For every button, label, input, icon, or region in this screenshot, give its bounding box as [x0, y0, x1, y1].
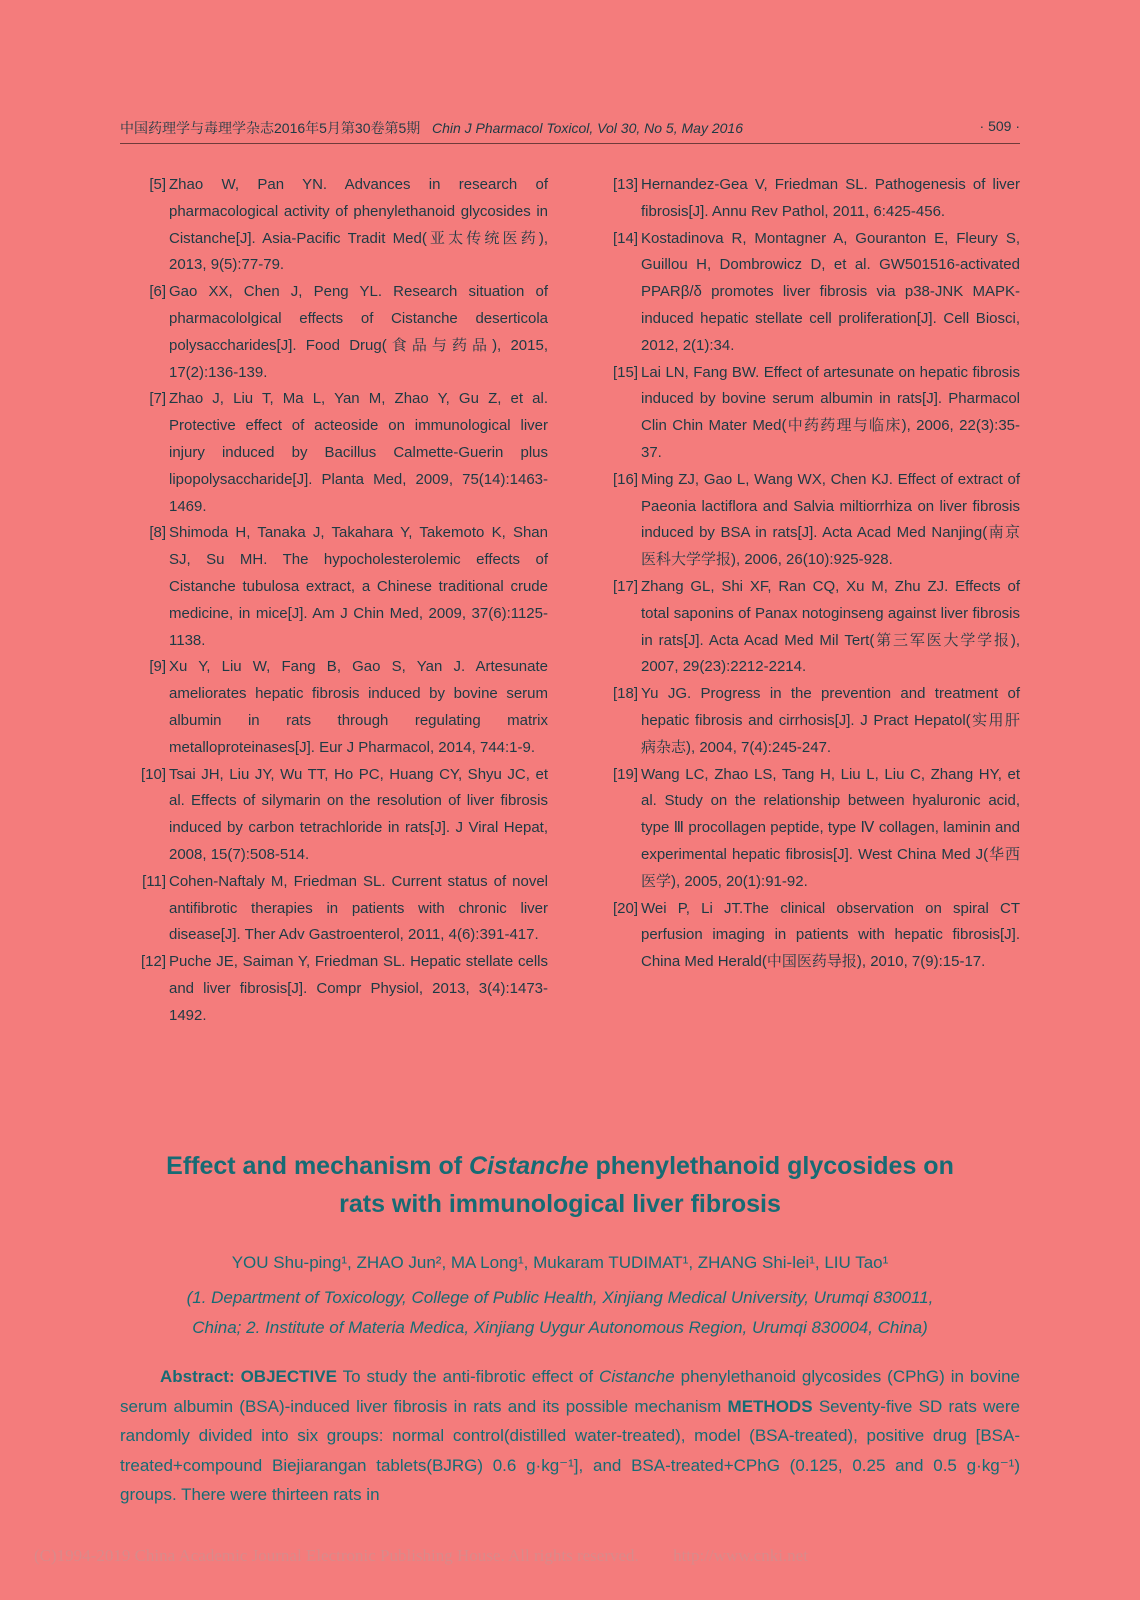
- reference-text: Shimoda H, Tanaka J, Takahara Y, Takemoto K, Shan SJ, Su MH. The hypocholesterolemic effects of Cistanche tubulosa extract, a Chinese traditional crude medicine, in mice[J]. Am J Chin Med, 2009, 37(6):1125-1138.: [169, 524, 548, 649]
- reference-number: [7]: [149, 390, 166, 408]
- reference-text: Zhao J, Liu T, Ma L, Yan M, Zhao Y, Gu Z, et al. Protective effect of acteoside on immunological liver injury induced by Bacillus Calmette-Guerin plus lipopolysaccharide[J]. Planta Med, 2009, 75(14):1463-1469.: [169, 390, 548, 515]
- reference-number: [6]: [149, 283, 166, 301]
- abstract: [120, 1362, 1020, 1510]
- objective-species: Cistanche: [599, 1367, 675, 1386]
- title-part-1: Effect and mechanism of: [166, 1152, 463, 1180]
- page-number: · 509 ·: [979, 118, 1020, 134]
- references-left-column: [116, 172, 548, 1030]
- reference-text: Puche JE, Saiman Y, Friedman SL. Hepatic stellate cells and liver fibrosis[J]. Compr Physiol, 2013, 3(4):1473-1492.: [169, 953, 548, 1024]
- reference-text: Xu Y, Liu W, Fang B, Gao S, Yan J. Artesunate ameliorates hepatic fibrosis induced by bovine serum albumin in rats through regulating matrix metalloproteinases[J]. Eur J Pharmacol, 2014, 744:1-9.: [169, 658, 548, 756]
- reference-text: Kostadinova R, Montagner A, Gouranton E, Fleury S, Guillou H, Dombrowicz D, et al. GW501516-activated PPARβ/δ promotes liver fibrosis via p38-JNK MAPK-induced hepatic stellate cell proliferation[J]. Cell Biosci, 2012, 2(1):34.: [641, 229, 1020, 354]
- reference-number: [17]: [612, 577, 638, 595]
- title-part-3: rats with immunological liver fibrosis: [339, 1190, 781, 1218]
- reference-text: Tsai JH, Liu JY, Wu TT, Ho PC, Huang CY, Shyu JC, et al. Effects of silymarin on the resolution of liver fibrosis induced by carbon tetrachloride in rats[J]. J Viral Hepat, 2008, 15(7):508-514.: [169, 765, 548, 863]
- objective-text-a: To study the anti-fibrotic effect of: [342, 1367, 594, 1386]
- reference-text: Yu JG. Progress in the prevention and treatment of hepatic fibrosis and cirrhosis[J]. J Pract Hepatol(实用肝病杂志), 2004, 7(4):245-247.: [641, 685, 1020, 756]
- reference-item: [588, 762, 1020, 896]
- references-right-column: [588, 172, 1020, 976]
- affiliation-line-2: China; 2. Institute of Materia Medica, Xinjiang Uygur Autonomous Region, Urumqi 830004, China): [192, 1318, 928, 1337]
- reference-item: [588, 226, 1020, 360]
- reference-item: [116, 654, 548, 761]
- reference-item: [116, 279, 548, 386]
- affiliations: [110, 1283, 1010, 1343]
- methods-label: METHODS: [727, 1396, 813, 1416]
- reference-text: Ming ZJ, Gao L, Wang WX, Chen KJ. Effect of extract of Paeonia lactiflora and Salvia miltiorrhiza on liver fibrosis induced by BSA in rats[J]. Acta Acad Med Nanjing(南京医科大学学报), 2006, 26(10):925-928.: [641, 470, 1020, 569]
- reference-item: [588, 574, 1020, 681]
- journal-citation: [120, 118, 743, 138]
- reference-item: [116, 386, 548, 520]
- reference-text: Lai LN, Fang BW. Effect of artesunate on hepatic fibrosis induced by bovine serum albumin in rats[J]. Pharmacol Clin Chin Mater Med(中药药理与临床), 2006, 22(3):35-37.: [641, 363, 1020, 461]
- reference-item: [116, 762, 548, 869]
- cnki-link[interactable]: http://www.cnki.net: [673, 1546, 808, 1565]
- reference-text: Gao XX, Chen J, Peng YL. Research situation of pharmacololgical effects of Cistanche deserticola polysaccharides[J]. Food Drug(食品与药品), 2015, 17(2):136-139.: [169, 283, 548, 381]
- reference-item: [588, 360, 1020, 467]
- journal-citation-en: Chin J Pharmacol Toxicol, Vol 30, No 5, May 2016: [431, 120, 743, 136]
- reference-number: [5]: [149, 176, 166, 193]
- reference-text: Wei P, Li JT.The clinical observation on spiral CT perfusion imaging in patients with hepatic fibrosis[J]. China Med Herald(中国医药导报), 2010, 7(9):15-17.: [641, 899, 1020, 971]
- reference-text: Zhang GL, Shi XF, Ran CQ, Xu M, Zhu ZJ. Effects of total saponins of Panax notoginseng against liver fibrosis in rats[J]. Acta Acad Med Mil Tert(第三军医大学学报), 2007, 29(23):2212-2214.: [641, 577, 1020, 676]
- reference-item: [588, 896, 1020, 976]
- reference-number: [12]: [140, 953, 166, 971]
- reference-number: [18]: [612, 685, 638, 703]
- reference-number: [15]: [612, 363, 638, 381]
- copyright-footer: [34, 1546, 838, 1566]
- affiliation-line-1: (1. Department of Toxicology, College of Public Health, Xinjiang Medical University, Urumqi 830011,: [186, 1288, 934, 1307]
- reference-text: Zhao W, Pan YN. Advances in research of pharmacological activity of phenylethanoid glycosides in Cistanche[J]. Asia-Pacific Tradit Med(亚太传统医药), 2013, 9(5):77-79.: [169, 176, 548, 274]
- reference-item: [588, 467, 1020, 574]
- reference-text: Cohen-Naftaly M, Friedman SL. Current status of novel antifibrotic therapies in patients with chronic liver disease[J]. Ther Adv Gastroenterol, 2011, 4(6):391-417.: [169, 872, 548, 944]
- reference-item: [116, 949, 548, 1029]
- reference-item: [588, 172, 1020, 226]
- reference-number: [20]: [612, 899, 638, 917]
- reference-item: [116, 520, 548, 654]
- title-species: Cistanche: [469, 1152, 589, 1180]
- reference-text: Wang LC, Zhao LS, Tang H, Liu L, Liu C, Zhang HY, et al. Study on the relationship between hyaluronic acid, type Ⅲ procollagen peptide, type Ⅳ collagen, laminin and experimental hepatic fibrosis[J]. West China Med J(华西医学), 2005, 20(1):91-92.: [641, 765, 1020, 890]
- reference-item: [588, 681, 1020, 761]
- objective-text-b: phenylethanoid glycosides (CPhG) in bovine serum albumin (BSA)-induced liver fibrosis in rats and its possible mechanism: [120, 1367, 1021, 1416]
- reference-number: [10]: [140, 765, 166, 783]
- reference-number: [16]: [612, 470, 638, 488]
- reference-number: [13]: [612, 176, 638, 193]
- objective-label: OBJECTIVE: [240, 1367, 337, 1386]
- author-list: YOU Shu-ping¹, ZHAO Jun², MA Long¹, Mukaram TUDIMAT¹, ZHANG Shi-lei¹, LIU Tao¹: [231, 1253, 889, 1272]
- reference-number: [14]: [612, 229, 638, 247]
- reference-number: [8]: [149, 524, 166, 542]
- article-title: [110, 1147, 1010, 1223]
- reference-item: [116, 869, 548, 949]
- methods-text: Seventy-five SD rats were randomly divided into six groups: normal control(distilled water-treated), model (BSA-treated), positive drug [BSA-treated+compound Biejiarangan tablets(BJRG) 0.6 g·kg⁻¹], and BSA-treated+CPhG (0.125, 0.25 and 0.5 g·kg⁻¹) groups. There were thirteen rats in: [120, 1396, 1020, 1504]
- journal-citation-cn: 中国药理学与毒理学杂志2016年5月第30卷第5期: [120, 120, 421, 136]
- header-rule: [120, 143, 1020, 144]
- reference-number: [19]: [612, 765, 638, 783]
- reference-text: Hernandez-Gea V, Friedman SL. Pathogenesis of liver fibrosis[J]. Annu Rev Pathol, 2011, 6:425-456.: [641, 176, 1020, 220]
- reference-item: [116, 172, 548, 279]
- reference-number: [9]: [149, 658, 166, 676]
- title-part-2: phenylethanoid glycosides on: [595, 1152, 954, 1180]
- abstract-label: Abstract:: [160, 1367, 235, 1386]
- reference-number: [11]: [142, 872, 166, 890]
- copyright-text: (C)1994-2019 China Academic Journal Electronic Publishing House. All rights reserved.: [34, 1546, 639, 1565]
